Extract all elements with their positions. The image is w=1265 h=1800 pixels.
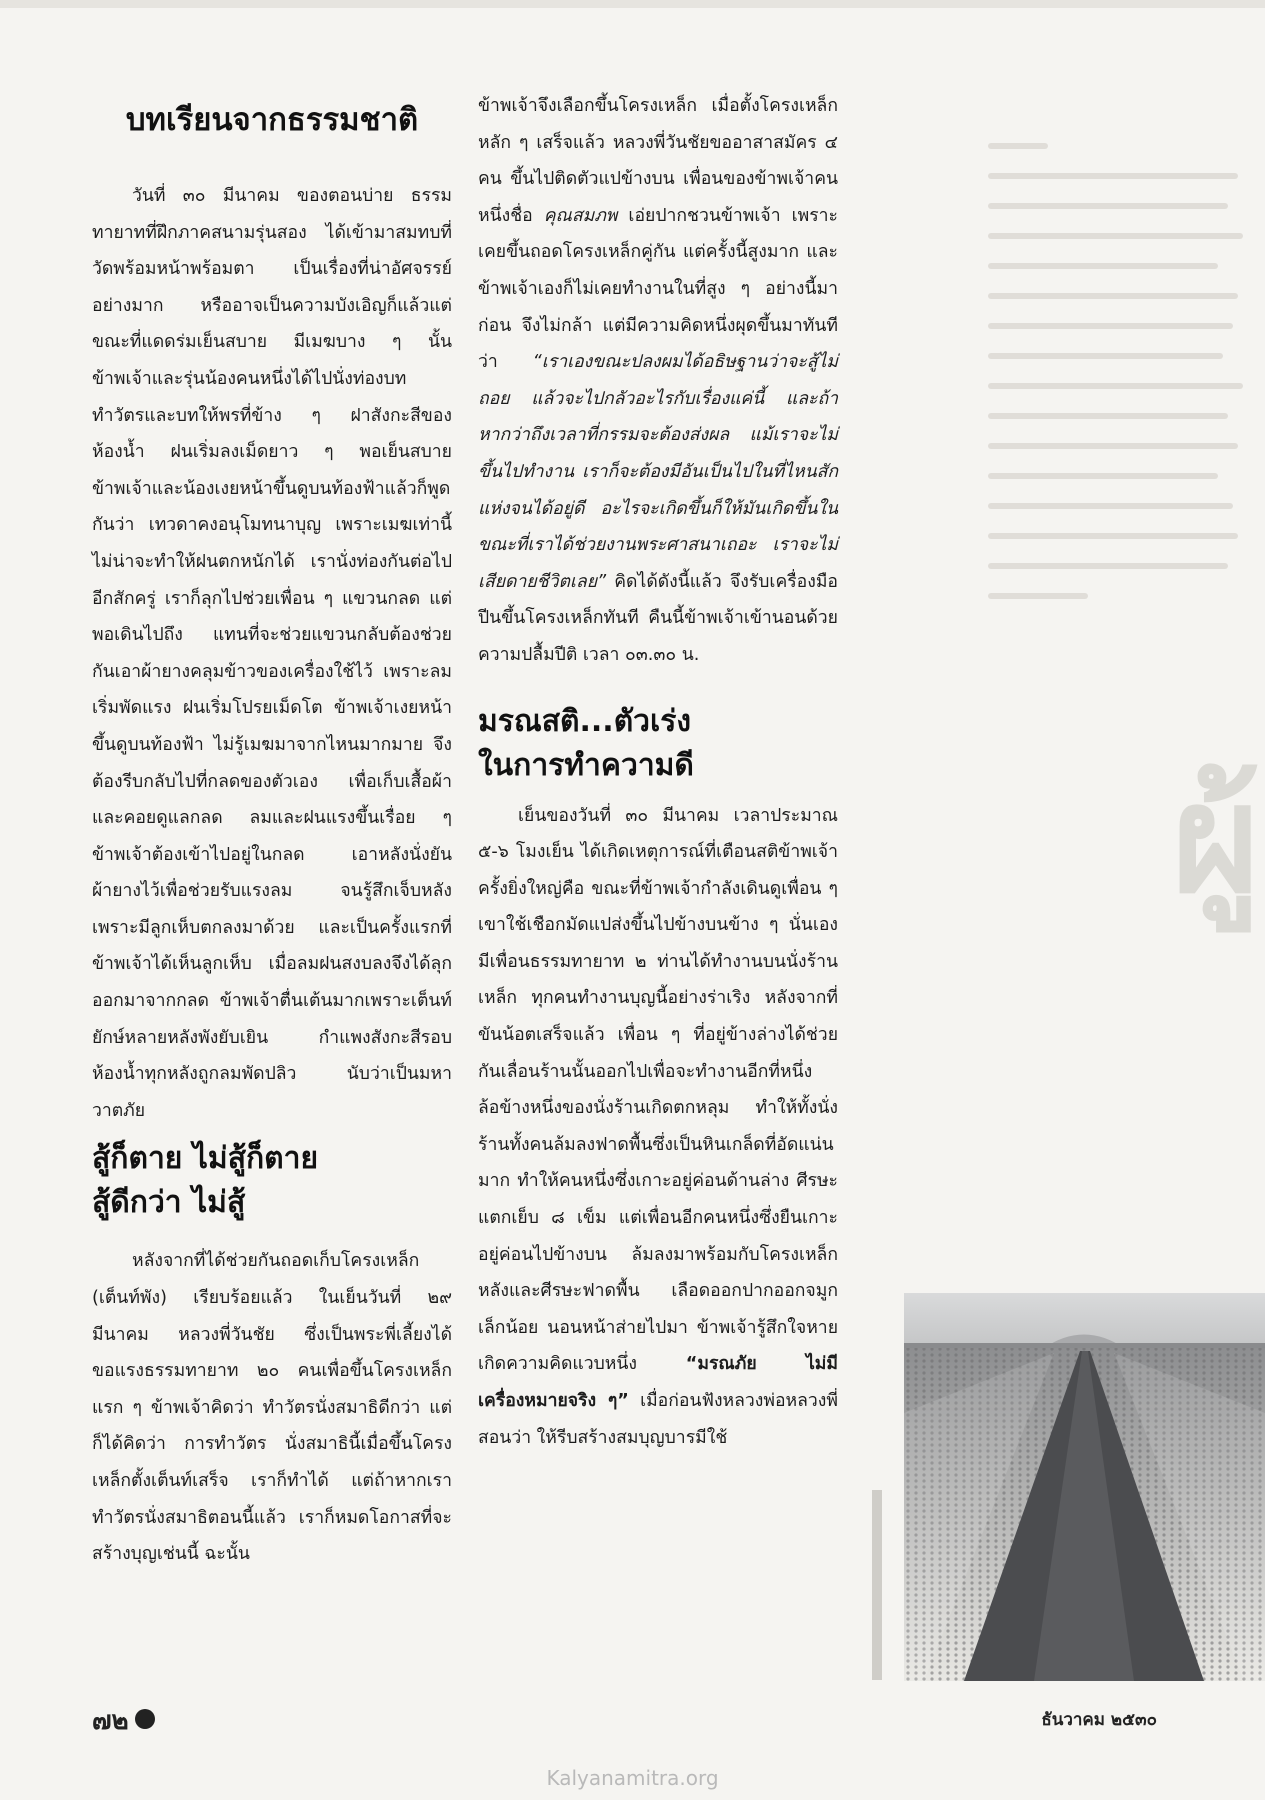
photo-edge-strip (872, 1490, 882, 1680)
paragraph-steel-frame: หลังจากที่ได้ช่วยกันถอดเก็บโครงเหล็ก (เต็นท์พัง) เรียบร้อยแล้ว ในเย็นวันที่ ๒๙ มีนาคม หลวงพี่วันชัย ซึ่งเป็นพระพี่เลี้ยงได้ขอแรงธรรมทายาท ๒๐ คนเพื่อขึ้นโครงเหล็ก แรก ๆ ข้าพเจ้าคิดว่า ทำวัตรนั่งสมาธิดีกว่า แต่ก็ได้คิดว่า การทำวัตร นั่งสมาธินี้เมื่อขึ้นโครงเหล็กตั้งเต็นท์เสร็จ เราก็ทำได้ แต่ถ้าหากเราทำวัตรนั่งสมาธิตอนนี้แล้ว เราก็หมดโอกาสที่จะสร้างบุญเช่นนี้ ฉะนั้น (92, 1251, 452, 1565)
issue-date: ธันวาคม ๒๕๓๐ (1041, 1710, 1157, 1730)
left-column (92, 88, 452, 1573)
article-title: บทเรียนจากธรรมชาติ (125, 102, 419, 138)
inner-vow-quote: “เราเองขณะปลงผมได้อธิษฐานว่าจะสู้ไม่ถอย แล้วจะไปกลัวอะไรกับเรื่องแค่นี้ และถ้าหากว่าถึงเวลาที่กรรมจะต้องส่งผล แม้เราจะไม่ขึ้นไปทำงาน เราก็จะต้องมีอันเป็นไปในที่ไหนสักแห่งจนได้อยู่ดี อะไรจะเกิดขึ้นก็ให้มันเกิดขึ้นในขณะที่เราได้ช่วยงานพระศาสนาเถอะ เราจะไม่เสียดายชีวิตเลย” (478, 352, 838, 592)
death-warning-quote: “มรณภัย ไม่มีเครื่องหมายจริง ๆ” (478, 1354, 838, 1411)
meditation-crowd-photo (904, 1293, 1265, 1681)
page-number-text: ๗๒ (92, 1706, 129, 1736)
paragraph-nature-lesson: วันที่ ๓๐ มีนาคม ของตอนบ่าย ธรรมทายาทที่ฝึกภาคสนามรุ่นสอง ได้เข้ามาสมทบที่วัดพร้อมหน้าพร้อมตา เป็นเรื่องที่น่าอัศจรรย์อย่างมาก หรืออาจเป็นความบังเอิญก็แล้วแต่ ขณะที่แดดร่มเย็นสบาย มีเมฆบาง ๆ นั้น ข้าพเจ้าและรุ่นน้องคนหนึ่งได้ไปนั่งท่องบททำวัตรและบทให้พรที่ข้าง ๆ ฝาสังกะสีของห้องน้ำ ฝนเริ่มลงเม็ดยาว ๆ พอเย็นสบาย ข้าพเจ้าและน้องเงยหน้าขึ้นดูบนท้องฟ้าแล้วก็พูดกันว่า เทวดาคงอนุโมทนาบุญ เพราะเมฆเท่านี้ไม่น่าจะทำให้ฝนตกหนักได้ เรานั่งท่องกันต่อไปอีกสักครู่ เราก็ลุกไปช่วยเพื่อน ๆ แขวนกลด แต่พอเดินไปถึง แทนที่จะช่วยแขวนกลับต้องช่วยกันเอาผ้ายางคลุมข้าวของเครื่องใช้ไว้ เพราะลมเริ่มพัดแรง ฝนเริ่มโปรยเม็ดโต ข้าพเจ้าเงยหน้าขึ้นดูบนท้องฟ้า ไม่รู้เมฆมาจากไหนมากมาย จึงต้องรีบกลับไปที่กลดของตัวเอง เพื่อเก็บเสื้อผ้า และคอยดูแลกลด ลมและฝนแรงขึ้นเรื่อย ๆ ข้าพเจ้าต้องเข้าไปอยู่ในกลด เอาหลังนั่งยันผ้ายางไว้เพื่อช่วยรับแรงลม จนรู้สึกเจ็บหลังเพราะมีลูกเห็บตกลงมาด้วย และเป็นครั้งแรกที่ข้าพเจ้าได้เห็นลูกเห็บ เมื่อลมฝนสงบลงจึงได้ลุกออกมาจากกลด ข้าพเจ้าตื่นเต้นมากเพราะเต็นท์ยักษ์หลายหลังพังยับเยิน กำแพงสังกะสีรอบห้องน้ำทุกหลังถูกลมพัดปลิว นับว่าเป็นมหาวาตภัย (92, 186, 452, 1121)
top-edge (0, 0, 1265, 8)
friend-name: คุณสมภพ (543, 205, 618, 226)
section-heading-fight-line2: สู้ดีกว่า ไม่สู้ (92, 1185, 246, 1221)
accident-text-a: เย็นของวันที่ ๓๐ มีนาคม เวลาประมาณ ๕-๖ โมงเย็น ได้เกิดเหตุการณ์ที่เตือนสติข้าพเจ้าครั้งยิ่งใหญ่คือ ขณะที่ข้าพเจ้ากำลังเดินดูเพื่อน ๆ เขาใช้เชือกมัดแปส่งขึ้นไปข้างบนข้าง ๆ นั่นเอง มีเพื่อนธรรมทายาท ๒ ท่านได้ทำงานบนนั่งร้านเหล็ก ทุกคนทำงานบุญนี้อย่างร่าเริง หลังจากที่ขันน้อตเสร็จแล้ว เพื่อน ๆ ที่อยู่ข้างล่างได้ช่วยกันเลื่อนร้านนั้นออกไปเพื่อจะทำงานอีกที่หนึ่ง ล้อข้างหนึ่งของนั่งร้านเกิดตกหลุม ทำให้ทั้งนั่งร้านทั้งคนล้มลงฟาดพื้นซึ่งเป็นหินเกล็ดที่อัดแน่นมาก ทำให้คนหนึ่งซึ่งเกาะอยู่ค่อนด้านล่าง ศีรษะแตกเย็บ ๘ เข็ม แต่เพื่อนอีกคนหนึ่งซึ่งยืนเกาะอยู่ค่อนไปข้างบน ล้มลงมาพร้อมกับโครงเหล็กหลังและศีรษะฟาดพื้น เลือดออกปากออกจมูกเล็กน้อย นอนหน้าส่ายไปมา ข้าพเจ้ารู้สึกใจหาย เกิดความคิดแวบหนึ่ง (478, 805, 838, 1375)
paragraph-accident (478, 798, 838, 1457)
watermark: Kalyanamitra.org (546, 1766, 719, 1790)
right-column (478, 88, 838, 1456)
faded-background-text (988, 130, 1258, 610)
section-heading-mindfulness (478, 700, 838, 788)
accident-text-b: เมื่อก่อนฟังหลวงพ่อหลวงพี่สอนว่า ให้รีบสร้างสมบุญบารมีใช้ (478, 1391, 838, 1448)
volunteer-text-b: เอ่ยปากชวนข้าพเจ้า เพราะเคยขึ้นถอดโครงเหล็กคู่กัน แต่ครั้งนี้สูงมาก และข้าพเจ้าเองก็ไม่เคยทำงานในที่สูง ๆ อย่างนี้มาก่อน จึงไม่กล้า แต่มีความคิดหนึ่งผุดขึ้นมาทันทีว่า (478, 205, 838, 373)
section-heading-fight (92, 1137, 452, 1225)
volunteer-text-c: คิดได้ดังนี้แล้ว จึงรับเครื่องมือปีนขึ้นโครงเหล็กทันที คืนนี้ข้าพเจ้าเข้านอนด้วยความปลื้มปีติ เวลา ๐๓.๓๐ น. (478, 571, 838, 665)
section-heading-fight-line1: สู้ก็ตาย ไม่สู้ก็ตาย (92, 1141, 319, 1177)
volunteer-text-a: ข้าพเจ้าจึงเลือกขึ้นโครงเหล็ก เมื่อตั้งโครงเหล็กหลัก ๆ เสร็จแล้ว หลวงพี่วันชัยขออาสาสมัคร ๔ คน ขึ้นไปติดตัวแปข้างบน เพื่อนของข้าพเจ้าคนหนึ่งชื่อ (478, 96, 838, 226)
section-heading-mindfulness-line1: มรณสติ...ตัวเร่ง (478, 703, 692, 739)
page-number (92, 1700, 155, 1741)
page-logo-icon (135, 1709, 155, 1729)
faded-large-glyph: ผู้ (1172, 753, 1260, 927)
paragraph-volunteer (478, 88, 838, 674)
section-heading-mindfulness-line2: ในการทำความดี (478, 747, 694, 783)
